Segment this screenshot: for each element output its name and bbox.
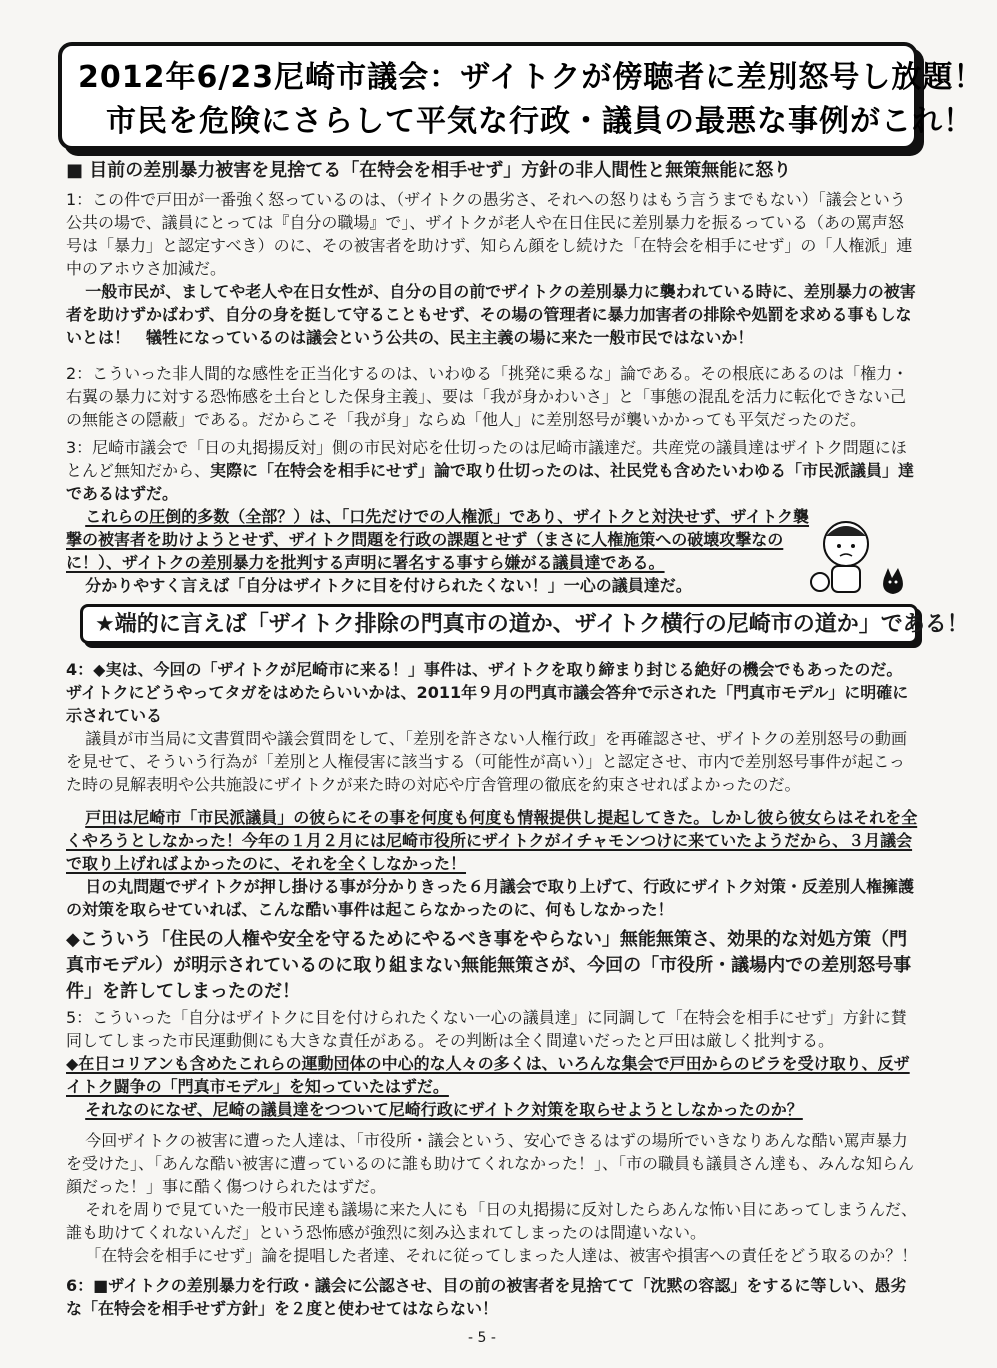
paragraph-3-a-text: 3：尼崎市議会で「日の丸掲揚反対」側の市民対応を仕切ったのは尼崎市議達だ。共産党の議員達はザイトク問題にほとんど無知だから、	[66, 438, 907, 480]
paragraph-4	[66, 658, 918, 1005]
paragraph-6: 6：■ザイトクの差別暴力を行政・議会に公認させ、目の前の被害者を見捨てて「沈黙の容認」をするに等しい、愚劣な「在特会を相手せず方針」を２度と使わせてはならない！	[66, 1276, 907, 1318]
paragraph-5-b: ◆在日コリアンも含めたこれらの運動団体の中心的な人々の多くは、いろんな集会で戸田からのビラを受け取り、反ザイトク闘争の「門真市モデル」を知っていたはずだ。	[66, 1054, 910, 1096]
banner-box: ★端的に言えば「ザイトク排除の門真市の道か、ザイトク横行の尼崎市の道か」である！	[80, 604, 918, 644]
title-line-1: 2012年6/23尼崎市議会：ザイトクが傍聴者に差別怒号し放題！	[78, 60, 985, 95]
paragraph-5-c: それなのになぜ、尼崎の議員達をつついて尼崎行政にザイトク対策を取らせようとしなかったのか？	[85, 1100, 803, 1119]
paragraph-5-f: 「在特会を相手にせず」論を提唱した者達、それに従ってしまった人達は、被害や損害への責任をどう取るのか？！	[85, 1246, 918, 1265]
paragraph-1-b: 一般市民が、ましてや老人や在日女性が、自分の目の前でザイトクの差別暴力に襲われている時に、差別暴力の被害者を助けずかばわず、自分の身を挺して守ることもせず、その場の管理者に暴力加害者の排除や処罰を求める事もしないとは！ 犠牲になっているのは議会という公共の、民主主義の場に来た一般市民ではないか！	[66, 282, 916, 347]
paragraph-4-b: 議員が市当局に文書質問や議会質問をして、「差別を許さない人権行政」を再確認させ、ザイトクの差別怒号の動画を見せて、そういう行為が「差別と人権侵害に該当する（可能性が高い）」と認定させ、市内で差別怒号事件が起こった時の見解表明や公共施設にザイトクが来た時の対応や庁舎管理の徹底を約束させればよかったのだ。	[66, 729, 907, 794]
title-line-2: 市民を危険にさらして平気な行政・議員の最悪な事例がこれ！	[106, 104, 974, 139]
paragraph-3-a	[66, 436, 918, 505]
paragraph-5	[66, 1006, 918, 1267]
section-heading: ■ 目前の差別暴力被害を見捨てる「在特会を相手せず」方針の非人間性と無策無能に怒り	[66, 160, 792, 181]
paragraph-5-e: それを周りで見ていた一般市民達も議場に来た人にも「日の丸掲揚に反対したらあんな怖い目にあってしまうんだ、誰も助けてくれないんだ」という恐怖感が強烈に刻み込まれてしまったのは間違いない。	[66, 1200, 918, 1242]
paragraph-4-d: 日の丸問題でザイトクが押し掛ける事が分かりきった６月議会で取り上げて、行政にザイトク対策・反差別人権擁護の対策を取らせていれば、こんな酷い事件は起こらなかったのに、何もしなかった！	[66, 877, 914, 919]
title-box	[58, 42, 985, 150]
paragraph-3	[66, 436, 918, 597]
page-number: - 5 -	[468, 1330, 496, 1346]
paragraph-1-a: 1：この件で戸田が一番強く怒っているのは、（ザイトクの愚劣さ、それへの怒りはもう言うまでもない）「議会という公共の場で、議員にとっては『自分の職場』で」、ザイトクが老人や在日住民に差別暴力を振るっている（あの罵声怒号は「暴力」と認定すべき）のに、その被害者を助けず、知らん顔をし続けた「在特会を相手にせず」の「人権派」連中のアホウさ加減だ。	[66, 190, 913, 278]
paragraph-5-d: 今回ザイトクの被害に遭った人達は、「市役所・議会という、安心できるはずの場所でいきなりあんな酷い罵声暴力を受けた」、「あんな酷い被害に遭っているのに誰も助けてくれなかった！」、「市の職員も議員さん達も、みんな知らん顔だった！」事に酷く傷つけられたはずだ。	[66, 1131, 915, 1196]
cartoon-illustration	[798, 508, 918, 604]
paragraph-4-c: 戸田は尼崎市「市民派議員」の彼らにその事を何度も何度も情報提供し提起してきた。しかし彼ら彼女らはそれを全くやろうとしなかった！今年の１月２月には尼崎市役所にザイトクがイチャモンつけに来ていたようだから、３月議会で取り上げればよかったのに、それを全くしなかった！	[66, 808, 918, 873]
paragraph-2: 2：こういった非人間的な感性を正当化するのは、いわゆる「挑発に乗るな」論である。その根底にあるのは「権力・右翼の暴力に対する恐怖感を土台とした保身主義」、要は「我が身かわいさ」と「事態の混乱を活力に転化できない己の無能さの隠蔽」である。だからこそ「我が身」ならぬ「他人」に差別怒号が襲いかかっても平気だったのだ。	[66, 364, 909, 429]
paragraph-5-a: 5：こういった「自分はザイトクに目を付けられたくない一心の議員達」に同調して「在特会を相手にせず」方針に賛同してしまった市民運動側にも大きな責任がある。その判断は全く間違いだったと戸田は厳しく批判する。	[66, 1008, 907, 1050]
paragraph-4-e: ◆こういう「住民の人権や安全を守るためにやるべき事をやらない」無能無策さ、効果的な対処方策（門真市モデル）が明示されているのに取り組まない無能無策さが、今回の「市役所・議場内での差別怒号事件」を許してしまったのだ！	[66, 929, 912, 1002]
paragraph-3-a-bold: 実際に「在特会を相手にせず」論で取り仕切ったのは、社民党も含めたいわゆる「市民派議員」達であるはずだ。	[66, 461, 915, 503]
paragraph-3-b: これらの圧倒的多数（全部？）は、「口先だけでの人権派」であり、ザイトクと対決せず、ザイトク襲撃の被害者を助けようとせず、ザイトク問題を行政の課題とせず（まさに人権施策への破壊攻撃なのに！）、ザイトクの差別暴力を批判する声明に署名する事すら嫌がる議員達である。	[66, 507, 810, 572]
paragraph-1	[66, 188, 918, 349]
paragraph-3-c: 分かりやすく言えば「自分はザイトクに目を付けられたくない！」一心の議員達だ。	[85, 576, 692, 595]
paragraph-4-a: 4：◆実は、今回の「ザイトクが尼崎市に来る！」事件は、ザイトクを取り締まり封じる絶好の機会でもあったのだ。ザイトクにどうやってタガをはめたらいいかは、2011年９月の門真市議会答弁で示された「門真市モデル」に明確に示されている	[66, 660, 909, 725]
